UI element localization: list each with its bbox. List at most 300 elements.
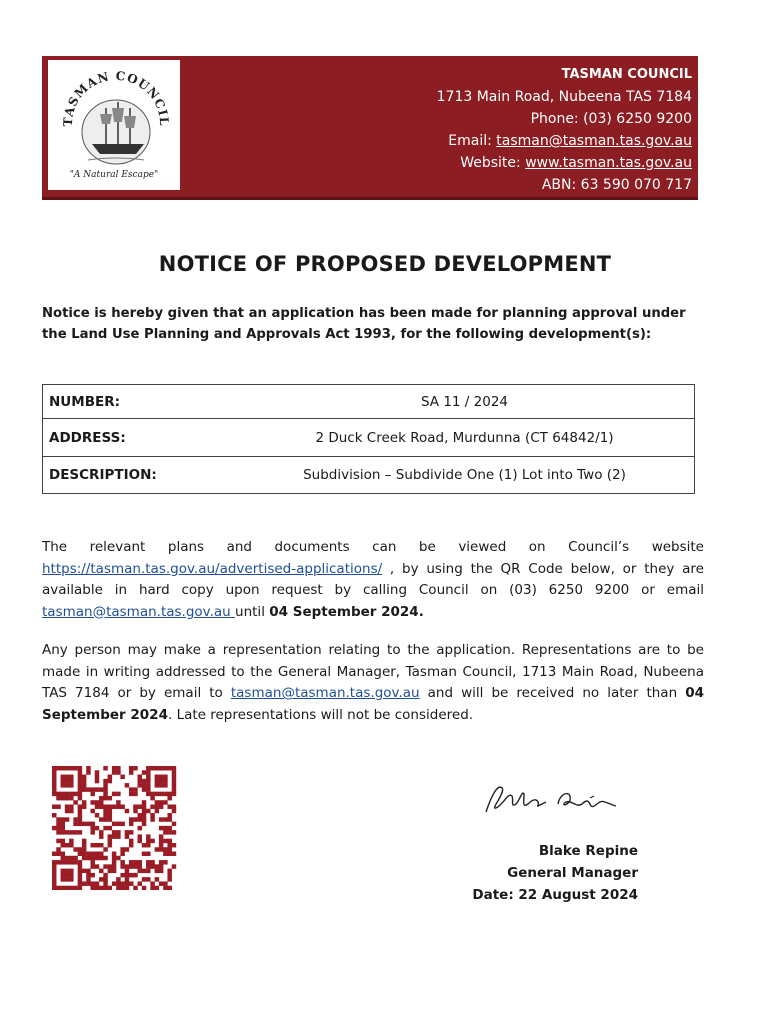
qr-module: [56, 822, 60, 826]
qr-module: [142, 877, 146, 881]
qr-module: [116, 800, 120, 804]
qr-module: [159, 792, 163, 796]
qr-module: [129, 822, 133, 826]
qr-module: [103, 877, 107, 881]
qr-module: [78, 796, 82, 800]
qr-module: [146, 864, 150, 868]
qr-module: [108, 864, 112, 868]
qr-module: [116, 792, 120, 796]
qr-module: [112, 766, 116, 770]
qr-module: [116, 834, 120, 838]
qr-module: [108, 817, 112, 821]
qr-module: [142, 779, 146, 783]
qr-module: [129, 839, 133, 843]
qr-module: [167, 792, 171, 796]
qr-module: [155, 800, 159, 804]
qr-module: [69, 796, 73, 800]
qr-module: [61, 775, 65, 779]
qr-module: [78, 881, 82, 885]
qr-module: [155, 804, 159, 808]
qr-module: [103, 856, 107, 860]
qr-module: [120, 860, 124, 864]
qr-module: [125, 783, 129, 787]
qr-module: [86, 822, 90, 826]
qr-module: [78, 847, 82, 851]
qr-module: [82, 847, 86, 851]
qr-module: [146, 783, 150, 787]
qr-module: [78, 787, 82, 791]
qr-module: [61, 886, 65, 890]
qr-module: [82, 856, 86, 860]
application-details-table: [42, 384, 695, 494]
qr-module: [129, 860, 133, 864]
qr-module: [163, 783, 167, 787]
representation-email-link[interactable]: tasman@tasman.tas.gov.au: [230, 685, 420, 701]
page-title: NOTICE OF PROPOSED DEVELOPMENT: [158, 252, 612, 276]
qr-module: [172, 792, 176, 796]
qr-module: [172, 843, 176, 847]
qr-module: [155, 779, 159, 783]
qr-module: [155, 869, 159, 873]
signoff-block: [472, 840, 638, 906]
qr-module: [99, 800, 103, 804]
qr-module: [61, 766, 65, 770]
qr-module: [61, 817, 65, 821]
qr-module: [82, 881, 86, 885]
council-email-link-inline[interactable]: tasman@tasman.tas.gov.au: [42, 603, 236, 620]
qr-module: [142, 817, 146, 821]
qr-module: [52, 783, 56, 787]
qr-module: [163, 860, 167, 864]
qr-module: [146, 787, 150, 791]
qr-module: [86, 881, 90, 885]
qr-module: [159, 783, 163, 787]
qr-module: [129, 770, 133, 774]
qr-module: [65, 856, 69, 860]
qr-module: [163, 839, 167, 843]
qr-module: [90, 860, 94, 864]
qr-code-icon[interactable]: [52, 766, 182, 890]
qr-module: [103, 873, 107, 877]
qr-module: [163, 852, 167, 856]
qr-module: [86, 766, 90, 770]
qr-module: [78, 770, 82, 774]
qr-module: [103, 779, 107, 783]
qr-module: [65, 843, 69, 847]
qr-module: [65, 830, 69, 834]
qr-module: [150, 817, 154, 821]
qr-module: [95, 852, 99, 856]
qr-module: [52, 886, 56, 890]
qr-module: [103, 864, 107, 868]
qr-module: [99, 817, 103, 821]
paragraph-text: and will be received no later than: [419, 685, 686, 701]
qr-module: [163, 847, 167, 851]
qr-module: [163, 830, 167, 834]
qr-module: [163, 766, 167, 770]
qr-module: [56, 804, 60, 808]
qr-module: [172, 830, 176, 834]
svg-text:TASMAN COUNCIL: TASMAN COUNCIL: [60, 68, 172, 127]
qr-module: [78, 830, 82, 834]
qr-module: [78, 822, 82, 826]
qr-module: [52, 873, 56, 877]
qr-module: [69, 804, 73, 808]
qr-module: [99, 886, 103, 890]
qr-module: [103, 766, 107, 770]
qr-module: [172, 779, 176, 783]
qr-module: [133, 792, 137, 796]
qr-module: [69, 809, 73, 813]
qr-module: [167, 839, 171, 843]
qr-module: [95, 864, 99, 868]
qr-module: [163, 826, 167, 830]
qr-module: [78, 766, 82, 770]
qr-module: [172, 783, 176, 787]
qr-module: [56, 886, 60, 890]
qr-module: [167, 852, 171, 856]
qr-module: [90, 800, 94, 804]
qr-module: [56, 817, 60, 821]
qr-module: [167, 817, 171, 821]
qr-module: [95, 843, 99, 847]
qr-module: [95, 787, 99, 791]
paragraph-text: Any person may make a representation relating to the application. Representations are to be made in writing addressed to the General Manager, Tasman Council, 1713 Main Road, Nubeena TAS 7184 or by email to: [42, 642, 704, 701]
qr-module: [69, 783, 73, 787]
qr-module: [120, 847, 124, 851]
qr-module: [172, 804, 176, 808]
qr-module: [69, 843, 73, 847]
qr-module: [56, 792, 60, 796]
qr-module: [129, 792, 133, 796]
qr-module: [142, 869, 146, 873]
qr-module: [103, 809, 107, 813]
qr-module: [56, 839, 60, 843]
qr-module: [90, 822, 94, 826]
qr-module: [65, 766, 69, 770]
qr-module: [82, 852, 86, 856]
qr-module: [138, 779, 142, 783]
qr-module: [138, 834, 142, 838]
qr-module: [172, 809, 176, 813]
qr-module: [172, 775, 176, 779]
qr-module: [150, 804, 154, 808]
qr-module: [61, 852, 65, 856]
qr-module: [167, 873, 171, 877]
paragraph-text: , by using the QR Code below, or they are available in hard copy upon request by calling Council on (03) 6250 9200 or email: [42, 560, 704, 598]
qr-module: [138, 839, 142, 843]
qr-module: [65, 783, 69, 787]
qr-module: [112, 864, 116, 868]
qr-module: [112, 792, 116, 796]
qr-module: [56, 860, 60, 864]
qr-module: [129, 766, 133, 770]
qr-module: [150, 864, 154, 868]
qr-module: [150, 813, 154, 817]
qr-module: [120, 775, 124, 779]
qr-module: [90, 881, 94, 885]
qr-module: [133, 860, 137, 864]
qr-module: [163, 779, 167, 783]
qr-module: [159, 800, 163, 804]
qr-module: [112, 822, 116, 826]
qr-module: [163, 886, 167, 890]
qr-module: [73, 822, 77, 826]
qr-module: [52, 852, 56, 856]
qr-module: [90, 856, 94, 860]
qr-module: [65, 877, 69, 881]
qr-module: [108, 796, 112, 800]
qr-module: [69, 877, 73, 881]
qr-module: [78, 886, 82, 890]
qr-module: [150, 796, 154, 800]
intro-text: Notice is hereby given that an application has been made for planning approval under the Land Use Planning and Approvals Act 1993, for the following development(s):: [42, 306, 686, 342]
qr-module: [155, 766, 159, 770]
qr-module: [108, 869, 112, 873]
qr-module: [82, 843, 86, 847]
council-email-link[interactable]: tasman@tasman.tas.gov.au: [496, 133, 692, 149]
qr-module: [108, 886, 112, 890]
qr-module: [99, 834, 103, 838]
qr-module: [138, 860, 142, 864]
qr-module: [167, 886, 171, 890]
qr-module: [155, 783, 159, 787]
council-website-line: [437, 152, 692, 174]
qr-module: [163, 881, 167, 885]
qr-module: [125, 809, 129, 813]
qr-module: [142, 787, 146, 791]
qr-module: [159, 775, 163, 779]
table-row: [43, 385, 695, 419]
qr-module: [108, 826, 112, 830]
qr-module: [52, 826, 56, 830]
qr-module: [125, 864, 129, 868]
qr-module: [52, 864, 56, 868]
qr-module: [159, 766, 163, 770]
qr-module: [146, 869, 150, 873]
qr-module: [52, 881, 56, 885]
qr-module: [65, 809, 69, 813]
qr-module: [129, 830, 133, 834]
address-value: 2 Duck Creek Road, Murdunna (CT 64842/1): [235, 419, 695, 457]
qr-module: [146, 852, 150, 856]
qr-module: [78, 779, 82, 783]
qr-module: [125, 869, 129, 873]
qr-module: [138, 869, 142, 873]
qr-module: [103, 792, 107, 796]
qr-module: [150, 839, 154, 843]
qr-module: [167, 869, 171, 873]
qr-module: [116, 886, 120, 890]
qr-module: [82, 804, 86, 808]
qr-module: [90, 826, 94, 830]
paragraph-text: . Late representations will not be considered.: [167, 706, 474, 723]
qr-module: [167, 804, 171, 808]
qr-module: [61, 779, 65, 783]
qr-module: [159, 843, 163, 847]
qr-module: [69, 873, 73, 877]
qr-module: [172, 787, 176, 791]
closing-date: 04 September 2024: [42, 685, 704, 723]
qr-module: [108, 834, 112, 838]
qr-module: [99, 830, 103, 834]
qr-module: [155, 792, 159, 796]
qr-module: [99, 869, 103, 873]
qr-module: [155, 809, 159, 813]
qr-module: [155, 847, 159, 851]
qr-module: [159, 834, 163, 838]
qr-module: [69, 830, 73, 834]
qr-module: [73, 800, 77, 804]
qr-module: [69, 766, 73, 770]
qr-module: [90, 792, 94, 796]
qr-module: [142, 886, 146, 890]
qr-module: [52, 779, 56, 783]
qr-module: [99, 856, 103, 860]
qr-module: [112, 860, 116, 864]
qr-module: [82, 800, 86, 804]
qr-module: [142, 822, 146, 826]
qr-module: [159, 864, 163, 868]
table-row: [43, 419, 695, 457]
qr-module: [142, 804, 146, 808]
signatory-position: General Manager: [507, 865, 638, 881]
email-label: Email:: [448, 133, 497, 149]
qr-module: [103, 813, 107, 817]
qr-module: [125, 881, 129, 885]
qr-module: [90, 843, 94, 847]
qr-module: [73, 856, 77, 860]
qr-module: [52, 787, 56, 791]
qr-module: [86, 877, 90, 881]
qr-module: [159, 839, 163, 843]
qr-module: [52, 792, 56, 796]
signatory-name: Blake Repine: [538, 843, 638, 859]
qr-module: [95, 881, 99, 885]
description-value: Subdivision – Subdivide One (1) Lot into Two (2): [235, 457, 695, 494]
qr-module: [167, 813, 171, 817]
qr-module: [86, 787, 90, 791]
qr-module: [61, 830, 65, 834]
qr-module: [167, 766, 171, 770]
council-contact-block: [437, 64, 692, 196]
qr-module: [133, 864, 137, 868]
qr-module: [150, 792, 154, 796]
council-name: TASMAN COUNCIL: [561, 67, 692, 82]
qr-module: [108, 804, 112, 808]
qr-module: [65, 869, 69, 873]
qr-module: [146, 877, 150, 881]
qr-module: [159, 881, 163, 885]
qr-module: [95, 775, 99, 779]
qr-module: [90, 864, 94, 868]
qr-module: [73, 860, 77, 864]
qr-module: [133, 886, 137, 890]
qr-module: [159, 860, 163, 864]
qr-module: [86, 852, 90, 856]
qr-module: [120, 873, 124, 877]
council-address: 1713 Main Road, Nubeena TAS 7184: [436, 89, 692, 105]
qr-module: [116, 881, 120, 885]
qr-module: [163, 775, 167, 779]
qr-module: [86, 873, 90, 877]
qr-module: [129, 881, 133, 885]
qr-module: [69, 869, 73, 873]
qr-module: [120, 822, 124, 826]
council-phone: Phone: (03) 6250 9200: [530, 111, 692, 127]
qr-module: [95, 813, 99, 817]
qr-module: [82, 779, 86, 783]
qr-module: [142, 852, 146, 856]
qr-module: [159, 826, 163, 830]
qr-module: [65, 779, 69, 783]
qr-module: [138, 813, 142, 817]
qr-module: [142, 809, 146, 813]
qr-module: [95, 800, 99, 804]
qr-module: [86, 856, 90, 860]
qr-module: [78, 783, 82, 787]
qr-module: [61, 822, 65, 826]
qr-module: [142, 783, 146, 787]
qr-module: [99, 843, 103, 847]
qr-module: [120, 881, 124, 885]
qr-module: [146, 766, 150, 770]
signoff-date: Date: 22 August 2024: [472, 887, 638, 903]
qr-module: [116, 830, 120, 834]
qr-module: [61, 796, 65, 800]
qr-module: [138, 881, 142, 885]
qr-module: [95, 886, 99, 890]
qr-module: [155, 877, 159, 881]
signature-icon: [478, 774, 628, 824]
qr-module: [163, 817, 167, 821]
qr-module: [120, 886, 124, 890]
qr-module: [73, 886, 77, 890]
website-label: Website:: [460, 155, 526, 171]
qr-module: [65, 775, 69, 779]
qr-module: [146, 839, 150, 843]
qr-module: [129, 873, 133, 877]
qr-module: [103, 847, 107, 851]
qr-module: [108, 813, 112, 817]
qr-module: [155, 886, 159, 890]
qr-module: [146, 775, 150, 779]
qr-module: [133, 804, 137, 808]
qr-module: [78, 869, 82, 873]
qr-module: [78, 873, 82, 877]
qr-module: [103, 886, 107, 890]
qr-module: [61, 792, 65, 796]
council-website-link[interactable]: www.tasman.tas.gov.au: [525, 155, 692, 171]
qr-module: [103, 787, 107, 791]
qr-module: [78, 817, 82, 821]
qr-module: [56, 830, 60, 834]
qr-module: [146, 770, 150, 774]
advertised-applications-link[interactable]: https://tasman.tas.gov.au/advertised-applications/: [42, 560, 383, 577]
qr-module: [112, 856, 116, 860]
qr-module: [142, 843, 146, 847]
qr-module: [167, 830, 171, 834]
qr-module: [73, 792, 77, 796]
qr-module: [159, 804, 163, 808]
qr-module: [108, 843, 112, 847]
description-label: DESCRIPTION:: [43, 457, 236, 494]
address-label: ADDRESS:: [43, 419, 236, 457]
qr-module: [138, 864, 142, 868]
qr-module: [150, 766, 154, 770]
qr-module: [112, 881, 116, 885]
council-abn: ABN: 63 590 070 717: [541, 177, 692, 193]
